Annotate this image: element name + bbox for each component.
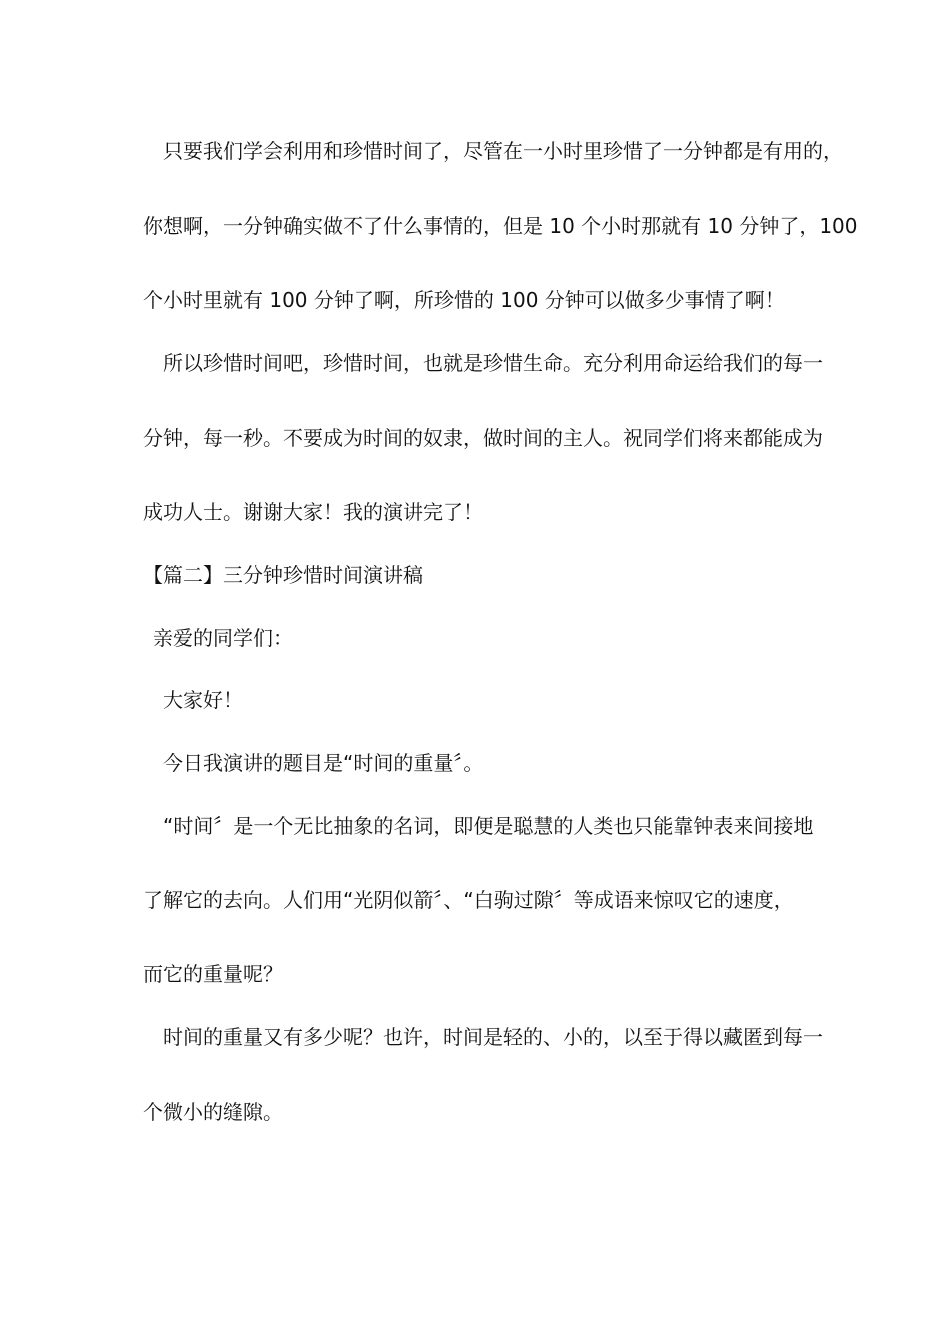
paragraph-line: 个微小的缝隙。 [143,1100,283,1124]
paragraph-line: 成功人士。谢谢大家！我的演讲完了！ [143,500,483,524]
greeting-line: 大家好！ [163,688,243,712]
salutation-line: 亲爱的同学们： [153,626,293,650]
paragraph-line: 只要我们学会利用和珍惜时间了，尽管在一小时里珍惜了一分钟都是有用的， [163,139,843,163]
section-heading: 【篇二】三分钟珍惜时间演讲稿 [143,563,423,587]
paragraph-line: 你想啊，一分钟确实做不了什么事情的，但是 10 个小时那就有 10 分钟了，100 [143,214,858,238]
paragraph-line: 而它的重量呢？ [143,962,283,986]
paragraph-line: 分钟，每一秒。不要成为时间的奴隶，做时间的主人。祝同学们将来都能成为 [143,426,823,450]
paragraph-line: 了解它的去向。人们用“光阴似箭〞、“白驹过隙〞等成语来惊叹它的速度， [143,888,794,912]
paragraph-line: 时间的重量又有多少呢？也许，时间是轻的、小的，以至于得以藏匿到每一 [163,1025,823,1049]
paragraph-line: 所以珍惜时间吧，珍惜时间，也就是珍惜生命。充分利用命运给我们的每一 [163,351,823,375]
paragraph-line: 个小时里就有 100 分钟了啊，所珍惜的 100 分钟可以做多少事情了啊！ [143,288,785,312]
paragraph-line: “时间〞是一个无比抽象的名词，即便是聪慧的人类也只能靠钟表来间接地 [163,814,814,838]
paragraph-line: 今日我演讲的题目是“时间的重量〞。 [163,751,484,775]
